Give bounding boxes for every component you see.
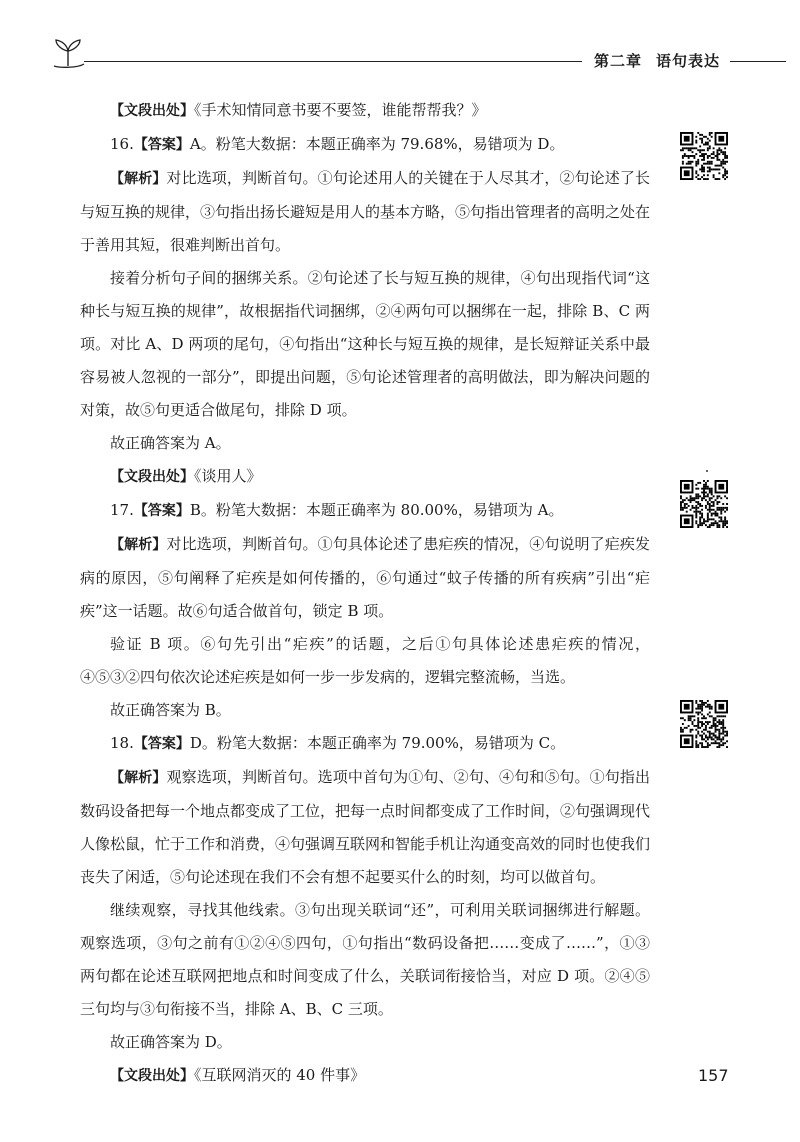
answer-text: A。粉笔大数据：本题正确率为 79.68%，易错项为 D。 <box>189 135 565 153</box>
chapter-title <box>594 50 720 71</box>
section-title: 语句表达 <box>656 52 721 70</box>
answer-line <box>80 494 650 528</box>
header-rule-left <box>84 61 582 62</box>
qr-code-icon[interactable] <box>680 132 728 180</box>
source-tag: 【文段出处】 <box>110 103 194 119</box>
question-number: 16. <box>110 135 134 153</box>
source-tag: 【文段出处】 <box>110 469 194 485</box>
source-line <box>80 460 650 494</box>
page-number: 157 <box>698 1066 729 1085</box>
chapter-number: 第二章 <box>594 52 643 70</box>
analysis-tag: 【解析】 <box>110 770 167 786</box>
analysis-tag: 【解析】 <box>110 171 167 187</box>
question-number: 17. <box>110 501 134 519</box>
answer-tag: 【答案】 <box>133 736 190 752</box>
margin-mark <box>706 470 708 472</box>
source-text: 《谈用人》 <box>194 467 262 485</box>
source-tag: 【文段出处】 <box>110 1068 194 1084</box>
source-line <box>80 94 650 128</box>
conclusion-line: 故正确答案为 B。 <box>110 701 231 719</box>
source-text: 《互联网消灭的 40 件事》 <box>194 1066 366 1084</box>
analysis-text: 对比选项，判断首句。①句论述用人的关键在于人尽其才，②句论述了长与短互换的规律，③句指出扬长避短是用人的基本方略，⑤句指出管理者的高明之处在于善用其短，很难判断出首句。 <box>80 169 651 254</box>
answer-line <box>80 128 650 162</box>
conclusion-line: 故正确答案为 A。 <box>110 434 231 452</box>
qr-code-icon[interactable] <box>680 480 728 528</box>
sprout-icon <box>50 38 86 68</box>
body-paragraph: 接着分析句子间的捆绑关系。②句论述了长与短互换的规律，④句出现指代词“这种长与短互换的规律”，故根据指代词捆绑，②④两句可以捆绑在一起，排除 B、C 两项。对比 A、D 两项的尾句，④句指出“这种长与短互换的规律，是长短辩证关系中最容易被人忽视的一部分”，即提出问题，⑤句论述管理者的高明做法，即为解决问题的对策，故⑤句更适合做尾句，排除 D 项。 <box>80 269 650 419</box>
page-body <box>80 94 650 1093</box>
answer-line <box>80 727 650 761</box>
body-paragraph: 继续观察，寻找其他线索。③句出现关联词“还”，可利用关联词捆绑进行解题。观察选项，③句之前有①②④⑤四句，①句指出“数码设备把……变成了……”，①③两句都在论述互联网把地点和时间变成了什么，关联词衔接恰当，对应 D 项。②④⑤三句均与③句衔接不当，排除 A、B、C 三项。 <box>80 901 650 1018</box>
analysis-paragraph <box>80 528 650 628</box>
qr-code-icon[interactable] <box>680 700 728 748</box>
source-text: 《手术知情同意书要不要签，谁能帮帮我？》 <box>194 101 487 119</box>
analysis-text: 观察选项，判断首句。选项中首句为①句、②句、④句和⑤句。①句指出数码设备把每一个地点都变成了工位，把每一点时间都变成了工作时间，②句强调现代人像松鼠，忙于工作和消费，④句强调互联网和智能手机让沟通变高效的同时也使我们丧失了闲适，⑤句论述现在我们不会有想不起要买什么的时刻，均可以做首句。 <box>80 768 651 886</box>
answer-text: B。粉笔大数据：本题正确率为 80.00%，易错项为 A。 <box>189 501 564 519</box>
analysis-tag: 【解析】 <box>110 537 167 553</box>
page-header <box>0 0 800 90</box>
question-number: 18. <box>110 734 134 752</box>
body-paragraph: 验证 B 项。⑥句先引出“疟疾”的话题，之后①句具体论述患疟疾的情况，④⑤③②四句依次论述疟疾是如何一步一步发病的，逻辑完整流畅，当选。 <box>80 635 650 686</box>
source-line <box>80 1059 650 1093</box>
answer-text: D。粉笔大数据：本题正确率为 79.00%，易错项为 C。 <box>189 734 566 752</box>
header-rule-right <box>730 61 786 62</box>
answer-tag: 【答案】 <box>133 503 190 519</box>
analysis-paragraph <box>80 162 650 262</box>
conclusion-line: 故正确答案为 D。 <box>110 1033 232 1051</box>
answer-tag: 【答案】 <box>133 137 190 153</box>
analysis-text: 对比选项，判断首句。①句具体论述了患疟疾的情况，④句说明了疟疾发病的原因，⑤句阐释了疟疾是如何传播的，⑥句通过“蚊子传播的所有疾病”引出“疟疾”这一话题。故⑥句适合做首句，锁定 B 项。 <box>80 535 651 620</box>
analysis-paragraph <box>80 761 650 894</box>
